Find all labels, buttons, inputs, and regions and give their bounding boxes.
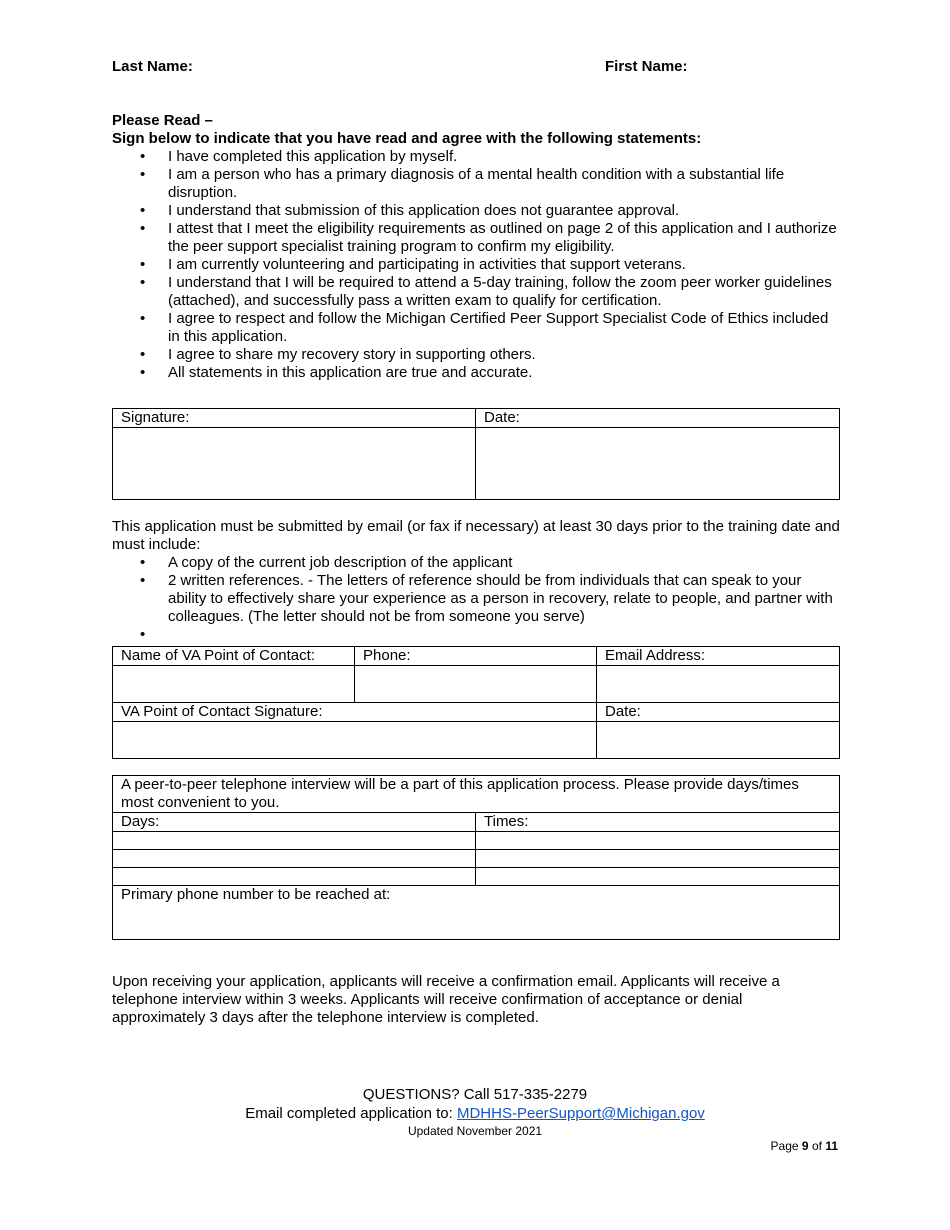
page-word: Page [770,1139,799,1153]
list-item: • I am currently volunteering and participating in activities that support veterans. [112,256,840,274]
page-number [700,1139,838,1153]
page-of: of [811,1139,822,1153]
list-item: • I understand that I will be required to attend a 5-day training, follow the zoom peer worker guidelines (attached), and successfully pass a written exam to qualify for certification. [112,274,840,310]
first-name-label: First Name: [605,58,688,75]
va-signature-field[interactable] [113,722,597,759]
va-contact-name-label: Name of VA Point of Contact: [113,647,355,666]
times-field[interactable] [476,868,840,886]
va-date-label: Date: [597,703,840,722]
va-phone-label: Phone: [355,647,597,666]
list-item: • I am a person who has a primary diagnosis of a mental health condition with a substantial life disruption. [112,166,840,202]
updated-date: Updated November 2021 [407,1124,543,1138]
primary-phone-label: Primary phone number to be reached at: [121,886,391,903]
email-link[interactable]: MDHHS-PeerSupport@Michigan.gov [456,1105,705,1122]
list-item: • I attest that I meet the eligibility requirements as outlined on page 2 of this application and I authorize the peer support specialist training program to confirm my eligibility. [112,220,840,256]
va-email-field[interactable] [597,666,840,703]
statements-list [112,148,840,382]
interview-table [112,775,840,940]
page-total: 11 [825,1139,838,1153]
days-field[interactable] [113,868,476,886]
submission-intro: This application must be submitted by email (or fax if necessary) at least 30 days prior to the training date and must include: [112,518,840,553]
days-field[interactable] [113,850,476,868]
days-label: Days: [113,813,476,832]
list-item: • 2 written references. - The letters of reference should be from individuals that can speak to your ability to effectively share your experience as a person in recovery, relate to people, and partner with colleagues. (The letter should not be from someone you serve) [112,572,840,626]
signature-label: Signature: [113,409,476,428]
primary-phone-field[interactable] [113,886,840,940]
va-phone-field[interactable] [355,666,597,703]
statements-subtitle: Sign below to indicate that you have read and agree with the following statements: [112,130,702,147]
date-label: Date: [476,409,840,428]
please-read-title: Please Read – [112,112,213,129]
list-item [112,626,840,644]
last-name-label: Last Name: [112,58,193,75]
va-signature-label: VA Point of Contact Signature: [113,703,597,722]
email-line [0,1105,950,1123]
list-item: • I agree to share my recovery story in supporting others. [112,346,840,364]
times-field[interactable] [476,850,840,868]
times-label: Times: [476,813,840,832]
list-item: • I agree to respect and follow the Michigan Certified Peer Support Specialist Code of Ethics included in this application. [112,310,840,346]
list-item: • A copy of the current job description of the applicant [112,554,840,572]
list-item: • I have completed this application by myself. [112,148,840,166]
list-item: • I understand that submission of this application does not guarantee approval. [112,202,840,220]
days-field[interactable] [113,832,476,850]
page-current: 9 [801,1139,809,1153]
questions-line: QUESTIONS? Call 517-335-2279 [362,1086,588,1103]
signature-field[interactable] [113,428,476,500]
closing-paragraph: Upon receiving your application, applicants will receive a confirmation email. Applicants will receive a telephone interview within 3 weeks. Applicants will receive confirmation of acceptance or denial approximately 3 days after the telephone interview is completed. [112,973,780,1026]
signature-table [112,408,840,500]
va-contact-table [112,646,840,759]
va-date-field[interactable] [597,722,840,759]
times-field[interactable] [476,832,840,850]
interview-intro: A peer-to-peer telephone interview will be a part of this application process. Please provide days/times most convenient to you. [113,776,840,813]
list-item: • All statements in this application are true and accurate. [112,364,840,382]
submission-list [112,554,840,644]
date-field[interactable] [476,428,840,500]
email-prefix: Email completed application to: [245,1105,453,1122]
va-contact-name-field[interactable] [113,666,355,703]
va-email-label: Email Address: [597,647,840,666]
